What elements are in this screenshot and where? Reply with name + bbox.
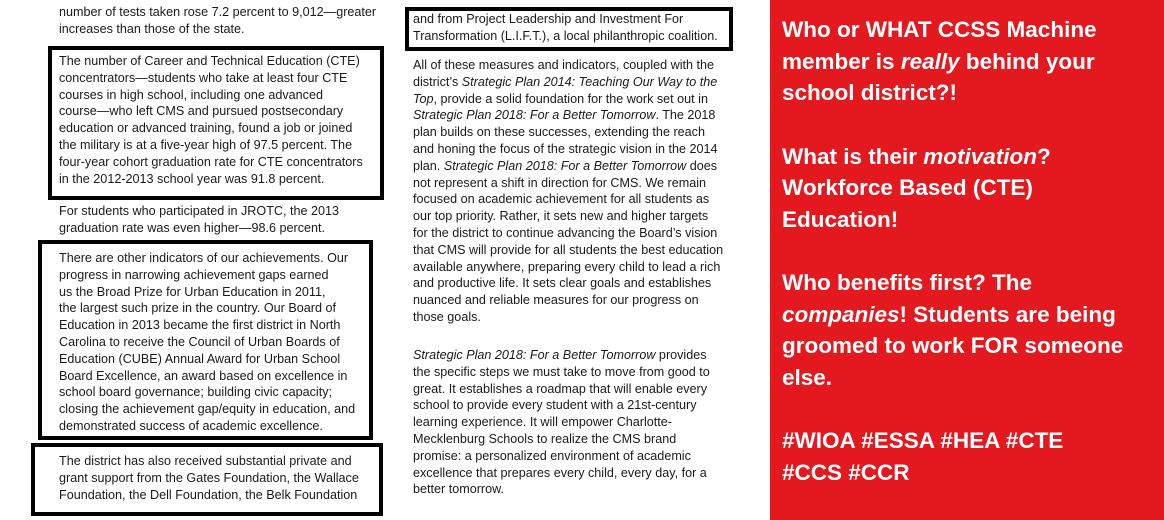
lift-highlight-box [405, 7, 733, 51]
plan-2014-title: Strategic Plan 2014: Teaching Our Way to the Top [413, 74, 718, 106]
strategic-plan-paragraph: All of these measures and indicators, coupled with the district’s Strategic Plan 2014: Teaching Our Way to the Top, provide a solid foundation for the work set out in Strategic Plan 2018: For a Better Tomorrow. The 2018 plan builds on these successes, extending the reach and honing the focus of the strategic vision in the 2014 plan. Strategic Plan 2018: For a Better Tomorrow does not represent a shift in direction for CMS. We remain focused on academic achievement for all students as our top priority. Rather, it sets new and higher targets for the district to continue advancing the Board’s vision that CMS will provide for all students the best education available anywhere, preparing every child to lead a rich and productive life. It sets clear goals and establishes nuanced and reliable measures for our progress on those goals. [413, 58, 724, 324]
callout-question-benefits: Who benefits first? The companies! Students are being groomed to work FOR someone else. [782, 270, 1124, 390]
achievements-highlight-box [38, 240, 373, 440]
callout-question-behind: Who or WHAT CCSS Machine member is really behind your school district?! [782, 17, 1097, 105]
foundation-support-paragraph: The district has also received substantial private and grant support from the Gates Foundation, the Wallace Foundation, the Dell Foundation, the Belk Foundation [59, 454, 359, 502]
callout-hashtags: #WIOA #ESSA #HEA #CTE #CCS #CCR [782, 428, 1064, 485]
plan-2018-title: Strategic Plan 2018: For a Better Tomorrow [413, 348, 656, 362]
callout-panel [770, 0, 1164, 520]
cte-highlight-box [48, 46, 384, 200]
top-fragment-line-2: increases than those of the state. [59, 22, 245, 36]
foundation-highlight-box [31, 443, 383, 516]
achievements-paragraph: There are other indicators of our achievements. Our progress in narrowing achievement gaps earned us the Broad Prize for Urban Education in 2011, the largest such prize in the country. Our Board of Education in 2013 became the first district in North Carolina to receive the Council of Urban Boards of Education (CUBE) Annual Award for Urban School Board Excellence, an award based on excellence in school board governance; building civic capacity; closing the achievement gap/equity in education, and demonstrated success of academic excellence. [59, 251, 356, 433]
cte-paragraph: The number of Career and Technical Education (CTE) concentrators—students who take at least four CTE courses in high school, including one advanced course—who left CMS and pursued postsecondary education or advanced training, found a job or joined the military is at a five-year high of 97.5 percent. The four-year cohort graduation rate for CTE concentrators in the 2012-2013 school year was 91.8 percent. [59, 54, 363, 186]
callout-question-motivation: What is their motivation? Workforce Based (CTE) Education! [782, 143, 1051, 232]
lift-paragraph: and from Project Leadership and Investment For Transformation (L.I.F.T.), a local philanthropic coalition. [413, 12, 718, 43]
top-fragment-line-1: number of tests taken rose 7.2 percent to 9,012—greater [59, 5, 377, 19]
plan-2018-title: Strategic Plan 2018: For a Better Tomorrow [413, 108, 656, 123]
jrotc-paragraph: For students who participated in JROTC, the 2013 graduation rate was even higher—98.6 percent. [59, 204, 340, 235]
plan-2018-title: Strategic Plan 2018: For a Better Tomorrow [443, 158, 687, 173]
roadmap-paragraph: Strategic Plan 2018: For a Better Tomorrow provides the specific steps we must take to move from good to great. It establishes a roadmap that will enable every school to provide every student with a 21st-century learning experience. It will empower Charlotte- Mecklenburg Schools to realize the CMS brand promise: a personalized environment of academic excellence that prepares every child, every day, for a better tomorrow. [413, 348, 710, 497]
